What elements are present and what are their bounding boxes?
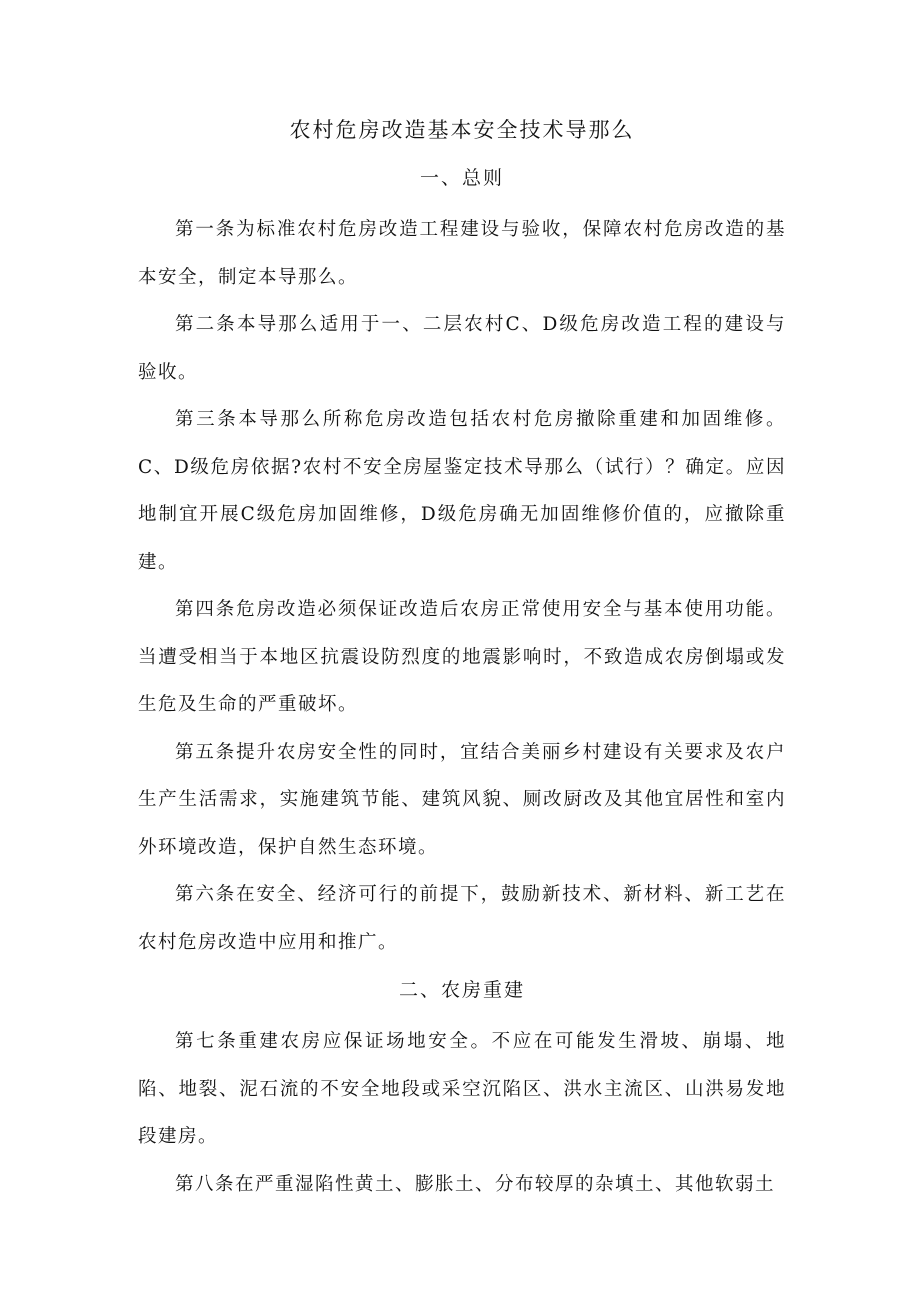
article-7: 第七条重建农房应保证场地安全。不应在可能发生滑坡、崩塌、地陷、地裂、泥石流的不安全地段或采空沉陷区、洪水主流区、山洪易发地段建房。 [138,1031,786,1147]
section-general [138,160,786,966]
section-rebuild [138,972,786,1208]
article-3: 第三条本导那么所称危房改造包括农村危房撤除重建和加固维修。C、D级危房依据?农村不安全房屋鉴定技术导那么（试行）？确定。应因地制宜开展C级危房加固维修，D级危房确无加固维修价值的，应撤除重建。 [138,409,786,573]
article-4: 第四条危房改造必须保证改造后农房正常使用安全与基本使用功能。当遭受相当于本地区抗震设防烈度的地震影响时，不致造成农房倒塌或发生危及生命的严重破坏。 [138,599,786,715]
section-heading: 一、总则 [419,167,504,189]
document-page [138,112,786,1208]
article-6: 第六条在安全、经济可行的前提下，鼓励新技术、新材料、新工艺在农村危房改造中应用和推广。 [138,884,786,953]
article-1: 第一条为标准农村危房改造工程建设与验收，保障农村危房改造的基本安全，制定本导那么。 [138,219,786,288]
document-title: 农村危房改造基本安全技术导那么 [289,118,635,142]
article-2: 第二条本导那么适用于一、二层农村C、D级危房改造工程的建设与验收。 [138,314,786,383]
section-heading: 二、农房重建 [398,979,525,1001]
article-8: 第八条在严重湿陷性黄土、膨胀土、分布较厚的杂填土、其他软弱土 [175,1173,776,1195]
article-5: 第五条提升农房安全性的同时，宜结合美丽乡村建设有关要求及农户生产生活需求，实施建筑节能、建筑风貌、厕改厨改及其他宜居性和室内外环境改造，保护自然生态环境。 [138,741,786,858]
